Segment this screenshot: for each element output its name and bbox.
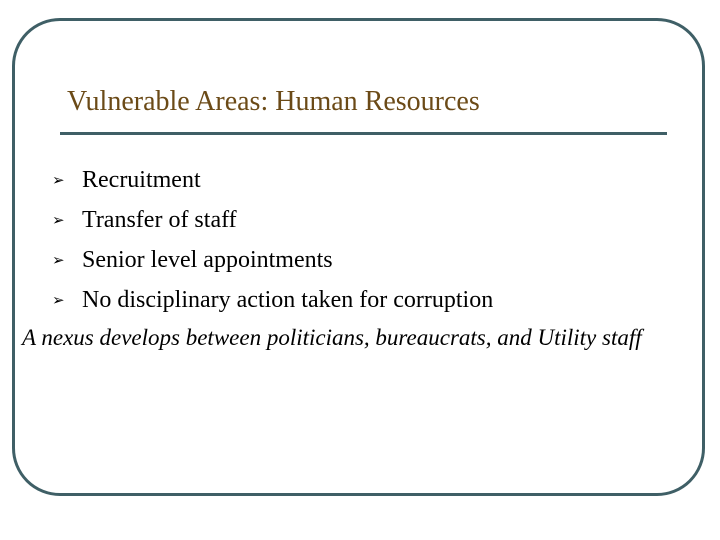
bullet-item-recruitment: [52, 160, 493, 200]
arrow-bullet-icon: ➢: [52, 250, 65, 269]
bullet-label: Recruitment: [82, 166, 201, 193]
title-divider: [60, 132, 667, 135]
slide-title: Vulnerable Areas: Human Resources: [67, 86, 480, 117]
arrow-bullet-icon: ➢: [52, 290, 65, 309]
bullet-label: Transfer of staff: [82, 206, 237, 233]
bullet-item-transfer: [52, 200, 493, 240]
arrow-bullet-icon: ➢: [52, 210, 65, 229]
bullet-label: No disciplinary action taken for corruption: [82, 286, 494, 313]
bullet-item-appointments: [52, 240, 493, 280]
nexus-note: A nexus develops between politicians, bureaucrats, and Utility staff: [22, 325, 642, 350]
bullet-item-disciplinary: [52, 280, 493, 320]
bullet-list: [52, 160, 493, 320]
arrow-bullet-icon: ➢: [52, 170, 65, 189]
bullet-label: Senior level appointments: [82, 246, 333, 273]
